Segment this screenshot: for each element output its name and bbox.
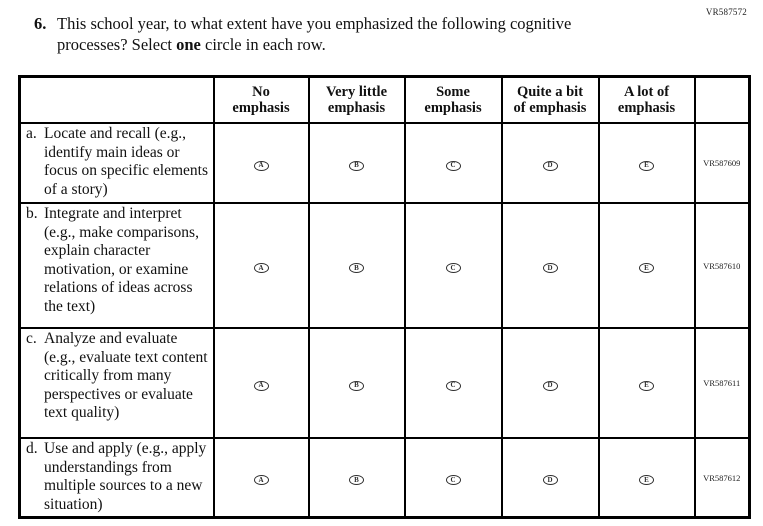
option-cell-a (214, 123, 309, 203)
option-bubble-d-row-b[interactable]: D (543, 263, 558, 273)
code-header-cell (695, 77, 750, 124)
question-6 (34, 13, 642, 55)
option-bubble-a-row-b[interactable]: A (254, 263, 269, 273)
column-header-line1: Some (436, 84, 470, 100)
option-bubble-a-row-a[interactable]: A (254, 161, 269, 171)
table-row-c (20, 328, 750, 438)
column-header-1 (214, 77, 309, 124)
table-row-b (20, 203, 750, 328)
emphasis-response-table (18, 75, 751, 519)
option-bubble-e-row-b[interactable]: E (639, 263, 654, 273)
option-cell-b (309, 438, 405, 518)
column-header-3 (405, 77, 502, 124)
option-bubble-d-row-a[interactable]: D (543, 161, 558, 171)
column-header-line2: emphasis (232, 100, 290, 116)
header-row (20, 77, 750, 124)
option-bubble-e-row-c[interactable]: E (639, 381, 654, 391)
row-code: VR587609 (695, 123, 750, 203)
column-header-line1: Quite a bit (516, 84, 584, 100)
table-row-d (20, 438, 750, 518)
column-header-line2: emphasis (424, 100, 482, 116)
column-header-line2: emphasis (327, 100, 386, 116)
question-number: 6. (34, 14, 47, 33)
option-cell-e (599, 328, 695, 438)
option-cell-e (599, 203, 695, 328)
row-code: VR587612 (695, 438, 750, 518)
option-cell-b (309, 203, 405, 328)
row-letter: a. (26, 125, 37, 142)
option-cell-d (502, 123, 599, 203)
row-code: VR587610 (695, 203, 750, 328)
question-text-part2: circle in each row. (200, 35, 326, 54)
column-header-line1: Very little (325, 84, 388, 100)
column-header-5 (599, 77, 695, 124)
column-header-line2: emphasis (617, 100, 676, 116)
column-header-line1: No (252, 84, 270, 100)
row-stub-c (20, 328, 214, 438)
option-cell-b (309, 328, 405, 438)
option-cell-a (214, 203, 309, 328)
form-code-top-right: VR587572 (705, 7, 747, 17)
option-bubble-c-row-d[interactable]: C (446, 475, 461, 485)
column-header-line2: of emphasis (513, 100, 587, 116)
option-cell-c (405, 438, 502, 518)
option-cell-d (502, 328, 599, 438)
option-cell-d (502, 438, 599, 518)
table-row-a (20, 123, 750, 203)
option-cell-c (405, 328, 502, 438)
option-cell-e (599, 438, 695, 518)
option-bubble-d-row-d[interactable]: D (543, 475, 558, 485)
row-stub-a (20, 123, 214, 203)
option-cell-e (599, 123, 695, 203)
row-stub-d (20, 438, 214, 518)
option-cell-c (405, 203, 502, 328)
option-bubble-a-row-d[interactable]: A (254, 475, 269, 485)
row-code: VR587611 (695, 328, 750, 438)
column-header-2 (309, 77, 405, 124)
column-header-line1: A lot of (623, 84, 670, 100)
option-bubble-c-row-a[interactable]: C (446, 161, 461, 171)
option-bubble-c-row-c[interactable]: C (446, 381, 461, 391)
option-cell-a (214, 328, 309, 438)
row-letter: c. (26, 330, 37, 347)
row-text: Integrate and interpret (e.g., make comparisons, explain character motivation, or examine relations of ideas across the text) (44, 205, 199, 315)
option-bubble-b-row-a[interactable]: B (349, 161, 364, 171)
row-letter: b. (26, 205, 38, 222)
option-bubble-d-row-c[interactable]: D (543, 381, 558, 391)
option-cell-c (405, 123, 502, 203)
option-cell-a (214, 438, 309, 518)
question-text-bold-word: one (176, 35, 201, 54)
question-text (57, 13, 642, 55)
option-bubble-a-row-c[interactable]: A (254, 381, 269, 391)
option-bubble-b-row-c[interactable]: B (349, 381, 364, 391)
option-bubble-b-row-d[interactable]: B (349, 475, 364, 485)
stub-header-cell (20, 77, 214, 124)
option-bubble-e-row-a[interactable]: E (639, 161, 654, 171)
question-text-part1: This school year, to what extent have you emphasized the following cognitive processes? Select (57, 14, 572, 54)
row-text: Locate and recall (e.g., identify main ideas or focus on specific elements of a story) (44, 125, 208, 198)
option-bubble-e-row-d[interactable]: E (639, 475, 654, 485)
option-bubble-b-row-b[interactable]: B (349, 263, 364, 273)
column-header-4 (502, 77, 599, 124)
option-bubble-c-row-b[interactable]: C (446, 263, 461, 273)
option-cell-d (502, 203, 599, 328)
row-stub-b (20, 203, 214, 328)
option-cell-b (309, 123, 405, 203)
row-text: Use and apply (e.g., apply understandings from multiple sources to a new situation) (44, 440, 207, 513)
row-text: Analyze and evaluate (e.g., evaluate text content critically from many perspectives or evaluate text quality) (44, 330, 208, 421)
row-letter: d. (26, 440, 38, 457)
